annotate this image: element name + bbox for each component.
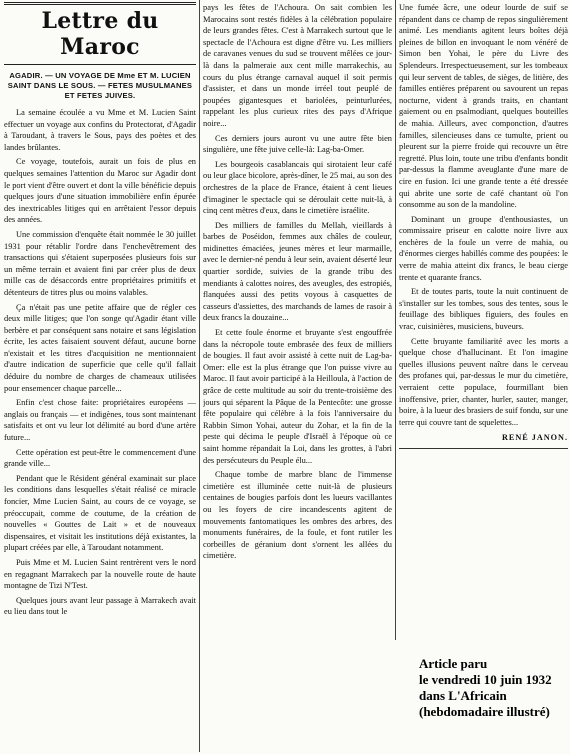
caption-line: le vendredi 10 juin 1932: [419, 672, 552, 687]
paragraph: Enfin c'est chose faite: propriétaires européens — anglais ou français — et indigènes, tous sont maintenant satisfaits et ont vu leur lot délimité au bord d'une artère future...: [4, 398, 196, 443]
column-rule: [199, 0, 200, 752]
paragraph: Ça n'était pas une petite affaire que de régler ces deux mille litiges; que l'on songe qu'Agadir étant ville berbère et par conséquent sans notaire et sans législation écrite, les actes faisaient souvent défaut, aucune borne n'existait et les titres d'acquisition ne mentionnaient d'autre indication de superficie que celle qu'il fallait déduire du nombre de charges de chameaux utilisées pour ensemencer chaque parcelle...: [4, 302, 196, 393]
paragraph: Dominant un groupe d'enthousiastes, un commissaire priseur en calotte noire livre aux enchères de la foule un verre de mahia, ou d'énormes cierges habillés comme des poupées: le verre de mahia atteint dix francs, le beau cierge trente et quarante francs.: [399, 214, 568, 282]
paragraph: Quelques jours avant leur passage à Marrakech avait eu lieu dans tout le: [4, 595, 196, 617]
article-column-2: [203, 2, 392, 754]
paragraph: Ces derniers jours auront vu une autre fête bien singulière, une fête juive celle-là: Lag-ba-Omer.: [203, 133, 392, 155]
signature-rule: [399, 448, 568, 449]
paragraph: Pendant que le Résident général examinait sur place les conditions dans lesquelles s'était réalisé ce miracle foncier, Mme Lucien Saint, au cours de ce voyage, se préoccupait, comme de coutume, de la création de nouvelles « Gouttes de Lait » et de nouveaux dispensaires, et visitait les institutions déjà existantes, la plupart créées par elle, à Taroudant notamment.: [4, 473, 196, 553]
masthead: [4, 2, 196, 65]
paragraph: Et cette foule énorme et bruyante s'est engouffrée dans la nécropole toute embrasée des feux de milliers de bougies. Il faut avoir assisté à cette nuit de Lag-ba-Omer: elle est la plus étrange que l'on puisse vivre au Maroc. Il faut avoir participé à la Heilloula, à l'action de grâce de cette multitude au soir du trente-troisième des jours qui séparent la Pâque de la Pentecôte: une grosse fête populaire qui célèbre à la fois l'anniversaire du Rabbin Simon Yohai, auteur du Zohar, et la fin de la peste qui décima le peuple d'Israël à l'époque où ce saint homme répandait la Loi, dans les grottes, à l'abri des persécuteurs du Peuple élu...: [203, 328, 392, 465]
paragraph: Puis Mme et M. Lucien Saint rentrèrent vers le nord en regagnant Marrakech par la nouvelle route de haute montagne de Tizi N'Test.: [4, 557, 196, 591]
paragraph: Une commission d'enquête était nommée le 30 juillet 1931 pour rétablir l'ordre dans l'enchevêtrement des transactions qui s'étaient superposées plusieurs fois sur un même terrain et avaient fini par créer plus de deux mille cas de désaccords entre propriétaires primitifs et détenteurs de titres plus ou moins valables.: [4, 229, 196, 297]
paragraph: La semaine écoulée a vu Mme et M. Lucien Saint effectuer un voyage aux confins du Protectorat, d'Agadir à Taroudant, à travers le Sous, pays des poètes et des landes brûlantes.: [4, 108, 196, 152]
author-signature: RENÉ JANON.: [501, 433, 568, 443]
paragraph: Cette opération est peut-être le commencement d'une grande ville...: [4, 447, 196, 469]
publication-caption: [419, 656, 584, 720]
paragraph: Les bourgeois casablancais qui sirotaient leur café ou leur glace bicolore, après-dîner, le 25 mai, au son des orchestres de la place de France, étaient à cent lieues d'imaginer le spectacle qui se déroulait cette nuit-là, à cinq cent mètres d'eux, dans le cimetière israélite.: [203, 159, 392, 216]
article-column-3: [399, 2, 568, 618]
paragraph: Une fumée âcre, une odeur lourde de suif se répandent dans ce champ de repos singulièrement animé. Les mendiants agitent leurs boîtes déjà pleines de billon en invoquant le nom vénéré de Simon ben Yohai, le père du Livre des Splendeurs. Irrespectueusement, sur les tombeaux qui leur servent de tables, de sièges, de litière, des familles entières préparent ou savourent un repas nocturne, vident à grands traits, en chantant gaiement ou en psalmodiant, quelques bouteilles de mahia. Ailleurs, avec componction, d'autres familles, silencieuses dans ce tumulte, prient ou pleurent sur la pierre froide qui recouvre un être regretté. Plus loin, toute une tribu d'enfants bondit par-dessus la flamme aveuglante d'une mare de cire en fusion. Ici une grande tente a été dressée qui abrite une sorte de café chantant où l'on consomme au son de la mandoline.: [399, 3, 568, 210]
caption-line: Article paru: [419, 656, 488, 671]
article-kicker: AGADIR. — UN VOYAGE DE Mme ET M. LUCIEN SAINT DANS LE SOUS. — FETES MUSULMANES ET FETES JUIVES.: [7, 71, 193, 100]
paragraph: Chaque tombe de marbre blanc de l'immense cimetière est illuminée cette nuit-là de plusieurs centaines de bougies parfois dont les lueurs vacillantes ou les foyers de cire incandescents agitent de mouvements fantomatiques les ombres des arbres, des monuments funéraires, de la foule, et font rutiler les corbeilles de géranium dont s'ornent les allées du cimetière.: [203, 470, 392, 561]
caption-line: (hebdomadaire illustré): [419, 704, 550, 719]
caption-line: dans L'Africain: [419, 688, 507, 703]
paragraph: Des milliers de familles du Mellah, vieillards à barbes de Poséidon, femmes aux châles de couleur, midinettes émaciées, jeunes mères et leur marmaille, avec le dernier-né pendu à leur sein, avaient déserté leur quartier sordide, suivies de la grande tribu des mendiants à calottes noires, des aveugles, des estropiés, flanquées aussi des petits voyous à casquettes de casseurs d'assiettes, des marchands de lames de rasoir à deux francs la douzaine...: [203, 220, 392, 323]
paragraph: Et de toutes parts, toute la nuit continuent de s'installer sur les tombes, sous des tentes, sous le feuillage des bibliques figuiers, des foules en vrac, cuisinières, musiciens, buveurs.: [399, 287, 568, 332]
column-rule: [395, 0, 396, 640]
paragraph: Cette bruyante familiarité avec les morts a quelque chose d'hallucinant. Et l'on imagine quelles illusions peuvent naître dans le cerveau des profanes qui, par-dessus le mur du cimetière, verraient cette populace, fourmillant bien inoffensive, prier, chanter, hurler, sauter, manger, boire, à la lueur des brasiers de suif fondu, sur une terre qui couvre tant de squelettes...: [399, 336, 568, 427]
article-title: Lettre du Maroc: [41, 8, 159, 60]
paragraph: Ce voyage, toutefois, aurait un fois de plus en quelques semaines l'attention du Maroc sur Agadir dont le port vient d'être ouvert et dont la ville bénéficie depuis quelques jours d'une situation immobilière enfin épurée des inextricables litiges qui en arrêtaient l'essor depuis des années.: [4, 157, 196, 225]
article-column-1: [4, 2, 196, 754]
paragraph: pays les fêtes de l'Achoura. On sait combien les Marocains sont restés fidèles à la célébration populaire de leurs grandes fêtes. C'est à Marrakech surtout que le spectacle de l'Achoura est digne d'être vu. Les milliers de caravanes venues du sud se trouvent mêlées ce jour-là dans la palmeraie aux cent mille marrakechis, au cours du plus étrange carnaval auquel il soit permis d'assister, et dans un monde irréel tout peuplé de poupées gigantesques et bariolées, peinturlurées, rappelant les plus curieux rites des pays d'Afrique noire...: [203, 3, 392, 128]
